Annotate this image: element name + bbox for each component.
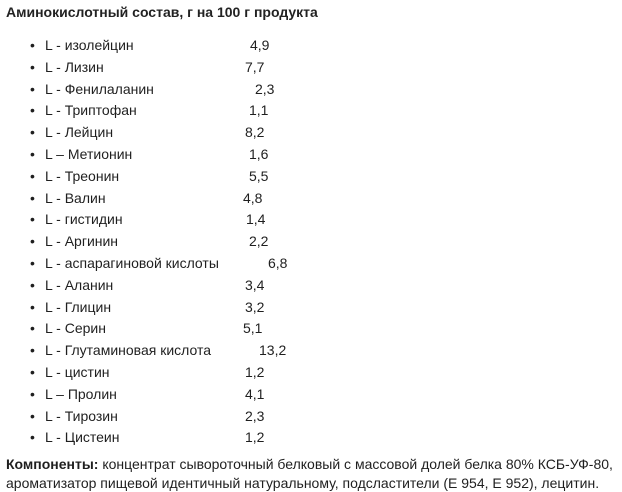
item-name: L - Фенилаланин	[45, 80, 154, 97]
item-name: L - гистидин	[45, 211, 123, 228]
list-item	[0, 209, 622, 231]
list-item	[0, 318, 622, 340]
item-value: 3,2	[245, 298, 265, 315]
item-value: 4,1	[245, 385, 265, 402]
list-item	[0, 166, 622, 188]
bullet: •	[30, 254, 35, 271]
item-value: 5,1	[243, 320, 263, 337]
item-name: L - Валин	[45, 189, 106, 206]
item-name: L - Треонин	[45, 167, 120, 184]
item-value: 8,2	[245, 124, 265, 141]
bullet: •	[30, 37, 35, 53]
item-name: L - Глутаминовая кислота	[45, 342, 212, 359]
list-item	[0, 57, 622, 79]
item-name: L - Триптофан	[45, 102, 137, 119]
list-item	[0, 188, 622, 210]
bullet: •	[30, 102, 35, 119]
bullet: •	[30, 211, 35, 228]
list-item	[0, 79, 622, 101]
item-name: L - Серин	[45, 320, 106, 337]
list-item	[0, 100, 622, 122]
list-item	[0, 406, 622, 428]
list-item	[0, 122, 622, 144]
item-value: 2,3	[255, 80, 275, 97]
page-title: Аминокислотный состав, г на 100 г продукта	[6, 4, 318, 20]
item-value: 13,2	[259, 342, 287, 359]
bullet: •	[30, 342, 35, 359]
list-item	[0, 297, 622, 319]
list-item	[0, 144, 622, 166]
item-value: 1,4	[246, 211, 266, 228]
list-item	[0, 253, 622, 275]
item-name: L - Аргинин	[45, 233, 119, 250]
item-value: 2,2	[249, 233, 269, 250]
list-item	[0, 362, 622, 384]
amino-acid-list	[0, 35, 622, 449]
item-name: L - Цистеин	[45, 429, 120, 446]
bullet: •	[30, 80, 35, 97]
item-value: 4,8	[243, 189, 263, 206]
bullet: •	[30, 124, 35, 141]
list-item	[0, 427, 622, 449]
components-paragraph	[6, 455, 618, 492]
bullet: •	[30, 429, 35, 446]
bullet: •	[30, 363, 35, 380]
item-value: 2,3	[245, 407, 265, 424]
bullet: •	[30, 276, 35, 293]
item-name: L - Аланин	[45, 276, 114, 293]
item-name: L - Глицин	[45, 298, 112, 315]
bullet: •	[30, 233, 35, 250]
components-text: концентрат сывороточный белковый с массовой долей белка 80% КСБ-УФ-80, ароматизатор пищевой идентичный натуральному, подсластители (Е 954, Е 952), лецитин.	[6, 456, 613, 491]
item-value: 1,6	[249, 145, 269, 162]
item-value: 6,8	[268, 254, 288, 271]
bullet: •	[30, 385, 35, 402]
list-item	[0, 275, 622, 297]
bullet: •	[30, 58, 35, 75]
item-name: L – Пролин	[45, 385, 117, 402]
bullet: •	[30, 189, 35, 206]
item-name: L - Лизин	[45, 58, 104, 75]
list-item	[0, 384, 622, 406]
item-value: 1,2	[245, 429, 265, 446]
item-name: L - аспарагиновой кислоты	[45, 254, 219, 271]
item-value: 5,5	[249, 167, 269, 184]
list-item	[0, 35, 622, 57]
item-name: L - изолейцин	[45, 37, 134, 53]
list-item	[0, 231, 622, 253]
list-item	[0, 340, 622, 362]
item-value: 7,7	[245, 58, 265, 75]
item-name: L - Тирозин	[45, 407, 118, 424]
item-name: L - Лейцин	[45, 124, 114, 141]
bullet: •	[30, 167, 35, 184]
components-label: Компоненты:	[6, 456, 99, 472]
item-value: 1,2	[245, 363, 265, 380]
bullet: •	[30, 320, 35, 337]
item-name: L - цистин	[45, 363, 110, 380]
item-name: L – Метионин	[45, 145, 133, 162]
item-value: 3,4	[245, 276, 265, 293]
bullet: •	[30, 407, 35, 424]
item-value: 1,1	[249, 102, 269, 119]
bullet: •	[30, 145, 35, 162]
item-value: 4,9	[250, 37, 270, 53]
bullet: •	[30, 298, 35, 315]
